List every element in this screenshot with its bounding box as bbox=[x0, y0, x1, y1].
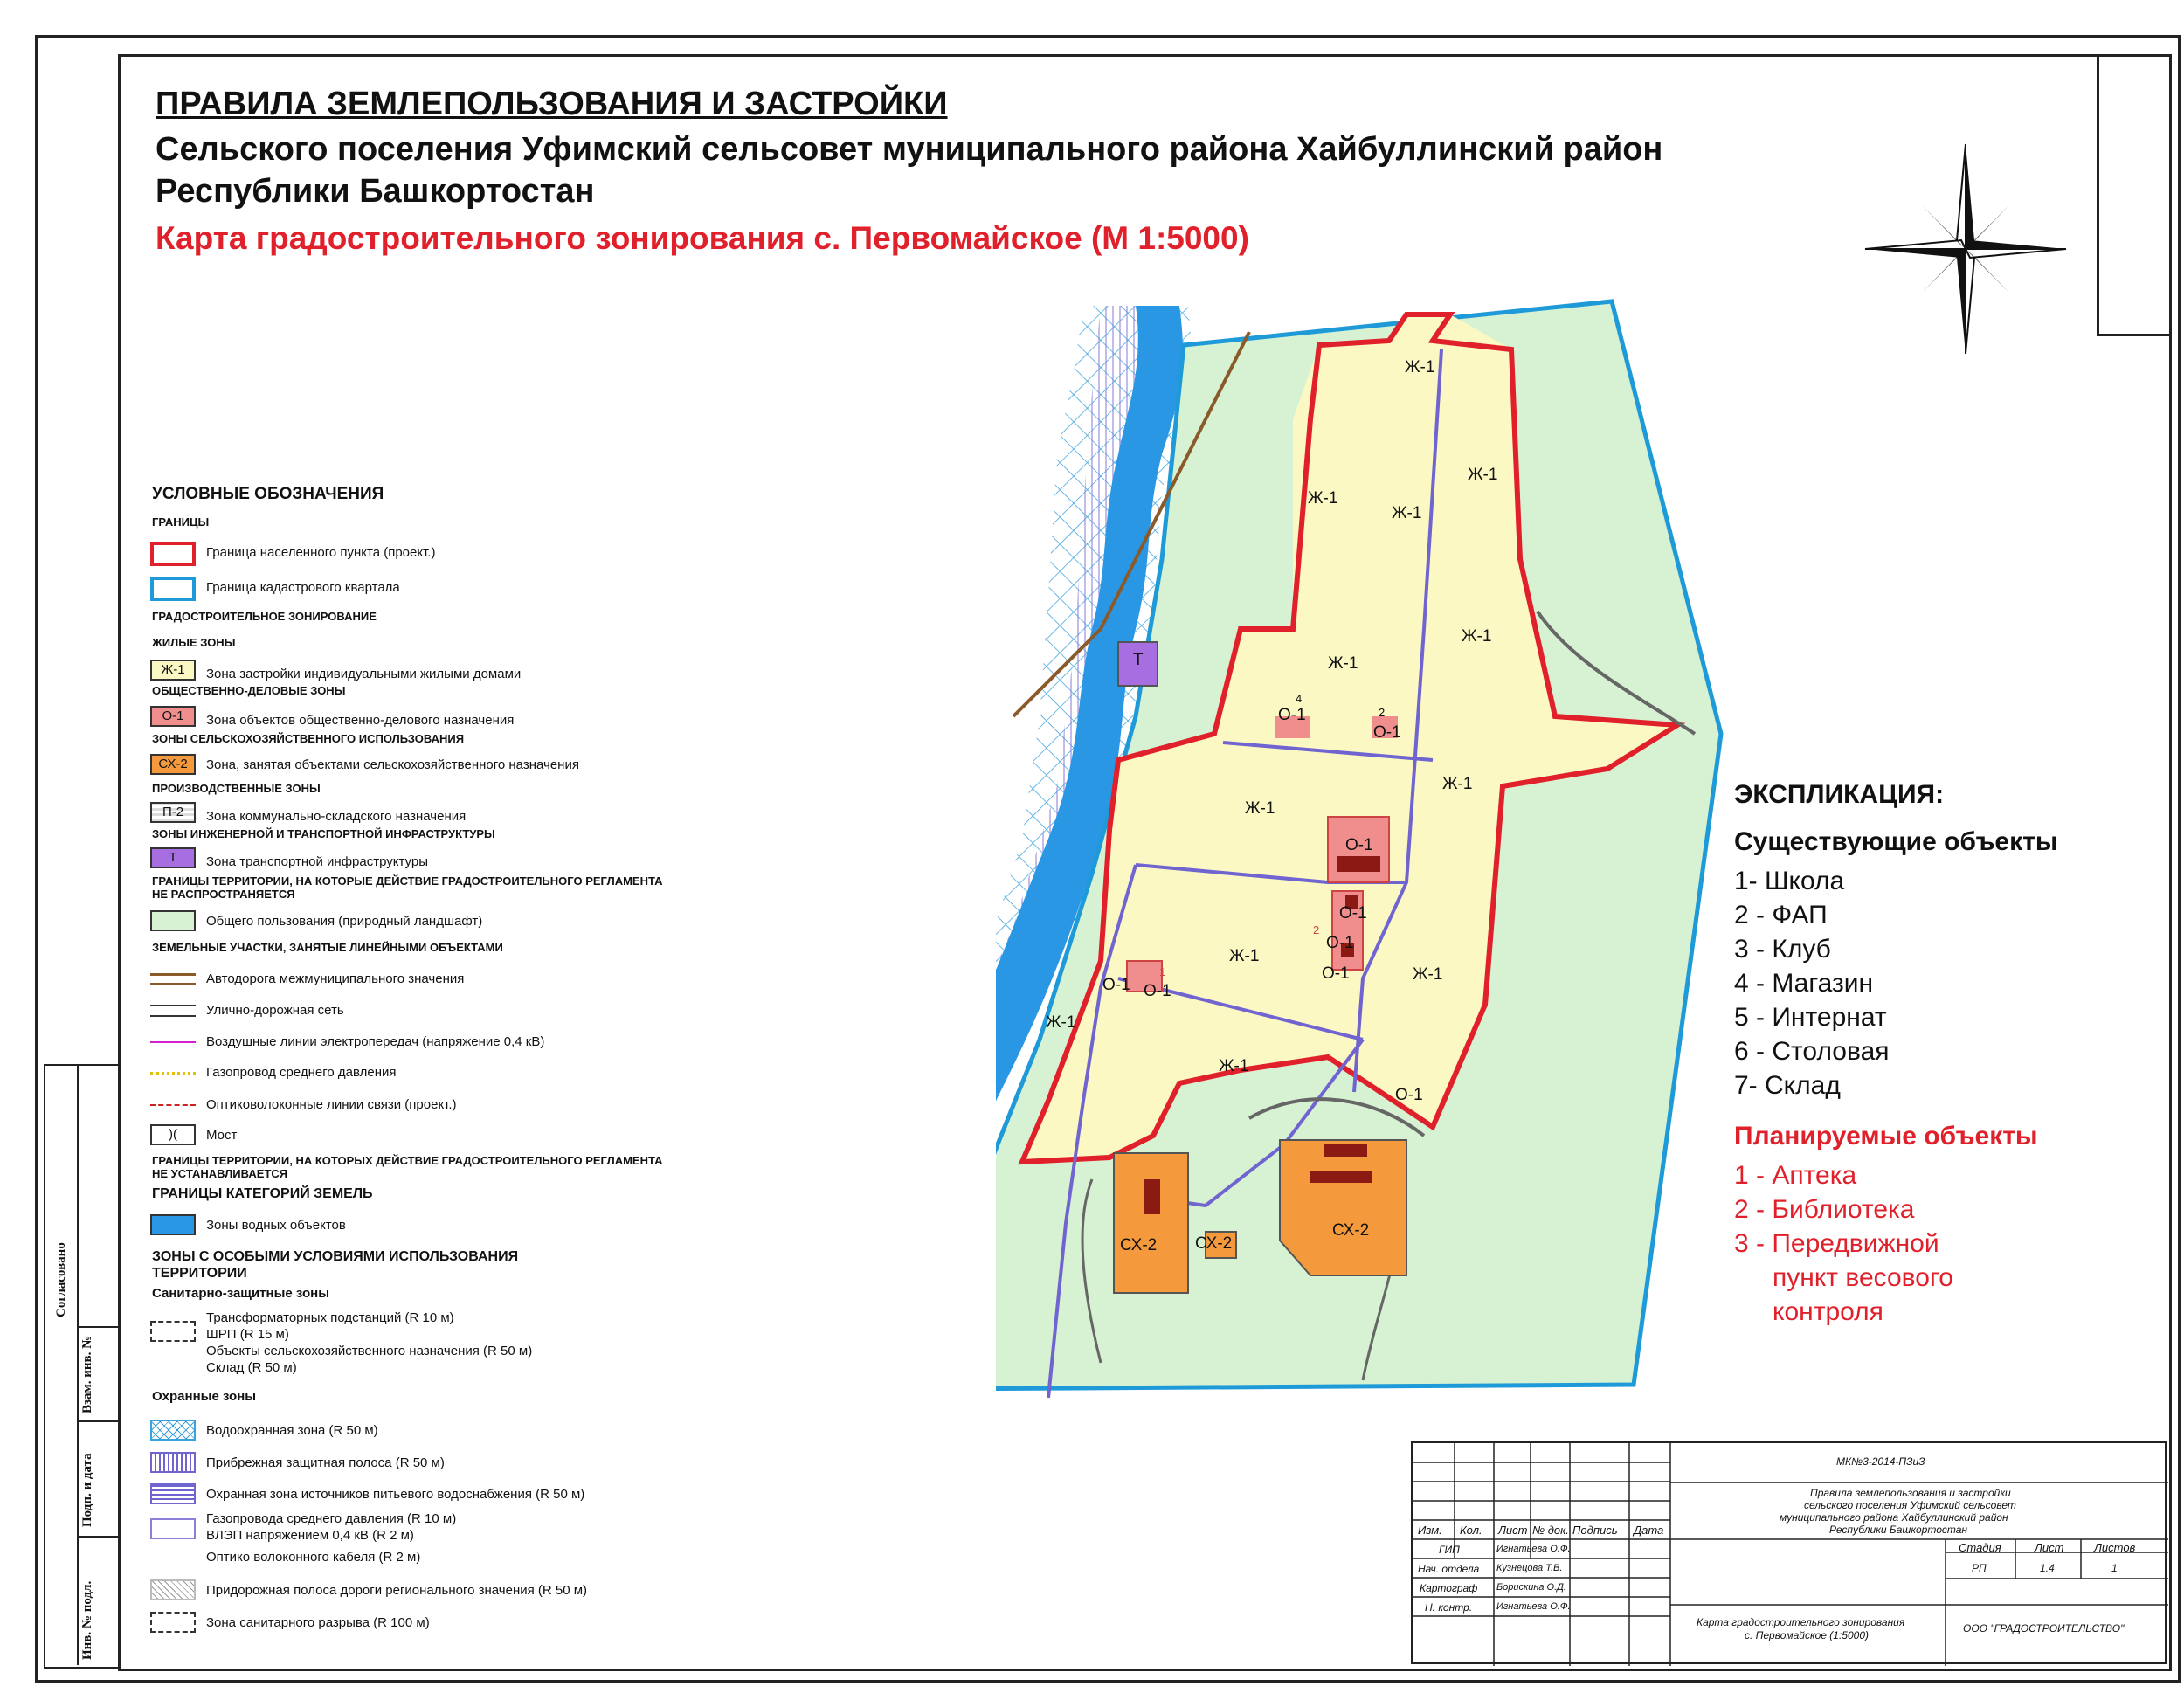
legend-section-special: ЗОНЫ С ОСОБЫМИ УСЛОВИЯМИ ИСПОЛЬЗОВАНИЯ bbox=[152, 1249, 519, 1264]
stamp-role: ГИП bbox=[1439, 1544, 1460, 1556]
stamp-role: Нач. отдела bbox=[1418, 1563, 1480, 1575]
legend-text: Прибрежная защитная полоса (R 50 м) bbox=[206, 1455, 445, 1470]
legend-text: Зона, занятая объектами сельскохозяйственного назначения bbox=[206, 757, 579, 772]
swatch-supply bbox=[150, 1483, 196, 1504]
sidebar-inv-orig: Инв. № подл. bbox=[80, 1580, 94, 1660]
swatch-power bbox=[150, 1041, 196, 1043]
map-label-o1: О-1 bbox=[1373, 723, 1401, 742]
stamp-sheets: 1 bbox=[2111, 1562, 2118, 1574]
legend-text: Воздушные линии электропередач (напряжение 0,4 кВ) bbox=[206, 1034, 545, 1049]
swatch-san-gap bbox=[150, 1612, 196, 1633]
swatch-zh1: Ж-1 bbox=[150, 660, 196, 681]
title-rules: ПРАВИЛА ЗЕМЛЕПОЛЬЗОВАНИЯ И ЗАСТРОЙКИ bbox=[156, 86, 948, 122]
explication-heading: ЭКСПЛИКАЦИЯ: bbox=[1734, 780, 1945, 809]
stamp-h-kol: Кол. bbox=[1460, 1524, 1482, 1537]
swatch-gas bbox=[150, 1072, 196, 1075]
stamp-stage-h: Стадия bbox=[1959, 1541, 2001, 1554]
stamp-h-ndoc: № док. bbox=[1532, 1524, 1569, 1537]
explication-planned-item: контроля bbox=[1773, 1297, 1883, 1326]
legend-text: Газопровод среднего давления bbox=[206, 1065, 397, 1080]
stamp-map-title: с. Первомайское (1:5000) bbox=[1745, 1629, 1870, 1641]
map-label-o1: О-1 bbox=[1326, 934, 1354, 952]
legend-text: Склад (R 50 м) bbox=[206, 1360, 297, 1375]
legend-text: ШРП (R 15 м) bbox=[206, 1327, 289, 1342]
approval-sidebar bbox=[44, 1064, 118, 1667]
legend-text: Объекты сельскохозяйственного назначения (R 50 м) bbox=[206, 1344, 533, 1358]
legend-text: Водоохранная зона (R 50 м) bbox=[206, 1423, 378, 1438]
legend-text: Зона транспортной инфраструктуры bbox=[206, 854, 429, 869]
stamp-name: Игнатьева О.Ф. bbox=[1496, 1544, 1571, 1554]
stamp-desc: муниципального района Хайбуллинский район bbox=[1780, 1511, 2008, 1524]
swatch-t: Т bbox=[150, 847, 196, 868]
swatch-water-protect bbox=[150, 1420, 196, 1441]
legend-text: Зона коммунально-складского назначения bbox=[206, 809, 467, 824]
legend-text: Зона застройки индивидуальными жилыми домами bbox=[206, 667, 522, 681]
corner-stamp-box bbox=[2097, 54, 2169, 336]
legend-section-zoning: ГРАДОСТРОИТЕЛЬНОЕ ЗОНИРОВАНИЕ bbox=[152, 610, 377, 623]
legend-text: Общего пользования (природный ландшафт) bbox=[206, 914, 483, 929]
map-label-sx2: СХ-2 bbox=[1332, 1221, 1370, 1240]
stamp-h-date: Дата bbox=[1634, 1524, 1664, 1537]
legend-text: ВЛЭП напряжением 0,4 кВ (R 2 м) bbox=[206, 1528, 414, 1543]
map-label-o1: О-1 bbox=[1102, 976, 1130, 994]
explication-item: 5 - Интернат bbox=[1734, 1003, 1887, 1032]
legend-text: Газопровода среднего давления (R 10 м) bbox=[206, 1511, 457, 1526]
title-block bbox=[1411, 1441, 2167, 1664]
compass-rose-icon bbox=[1861, 140, 2070, 358]
map-label-zh1: Ж-1 bbox=[1245, 799, 1275, 818]
legend-text: Охранная зона источников питьевого водоснабжения (R 50 м) bbox=[206, 1487, 585, 1502]
title-map: Карта градостроительного зонирования с. Первомайское (М 1:5000) bbox=[156, 220, 1249, 256]
legend-section-protect: Охранные зоны bbox=[152, 1389, 257, 1404]
legend-text: Автодорога межмуниципального значения bbox=[206, 971, 465, 986]
stamp-desc: сельского поселения Уфимский сельсовет bbox=[1804, 1499, 2016, 1511]
map-label-zh1: Ж-1 bbox=[1462, 627, 1492, 646]
map-label-zh1: Ж-1 bbox=[1046, 1013, 1076, 1032]
stamp-h-izm: Изм. bbox=[1418, 1524, 1442, 1537]
stamp-h-list: Лист bbox=[1498, 1524, 1528, 1537]
legend-text: Придорожная полоса дороги регионального значения (R 50 м) bbox=[206, 1583, 588, 1598]
stamp-desc: Правила землепользования и застройки bbox=[1810, 1487, 2011, 1499]
swatch-road bbox=[150, 973, 196, 985]
map-label-zh1: Ж-1 bbox=[1392, 504, 1422, 522]
stamp-code: МК№3-2014-ПЗиЗ bbox=[1836, 1455, 1925, 1468]
explication-planned-heading: Планируемые объекты bbox=[1734, 1122, 2038, 1151]
legend-section-infra: ЗОНЫ ИНЖЕНЕРНОЙ И ТРАНСПОРТНОЙ ИНФРАСТРУКТУРЫ bbox=[152, 827, 495, 840]
legend-text: Улично-дорожная сеть bbox=[206, 1003, 344, 1018]
explication-planned-item: 1 - Аптека bbox=[1734, 1161, 1857, 1190]
map-label-o1: О-1 bbox=[1345, 836, 1373, 854]
explication-item: 7- Склад bbox=[1734, 1071, 1841, 1100]
swatch-common bbox=[150, 910, 196, 931]
legend-section-residential: ЖИЛЫЕ ЗОНЫ bbox=[152, 636, 236, 649]
legend-section-land-cat: ГРАНИЦЫ КАТЕГОРИЙ ЗЕМЕЛЬ bbox=[152, 1186, 373, 1201]
swatch-water bbox=[150, 1214, 196, 1235]
swatch-street bbox=[150, 1005, 196, 1017]
legend-text: Оптиковолоконные линии связи (проект.) bbox=[206, 1097, 457, 1112]
stamp-name: Игнатьева О.Ф. bbox=[1496, 1601, 1571, 1612]
legend-heading: УСЛОВНЫЕ ОБОЗНАЧЕНИЯ bbox=[152, 485, 384, 503]
map-label-zh1: Ж-1 bbox=[1229, 947, 1260, 965]
map-label-zh1: Ж-1 bbox=[1413, 965, 1443, 984]
swatch-o1: О-1 bbox=[150, 706, 196, 727]
map-label-t: Т bbox=[1133, 651, 1144, 669]
legend-section-special-2: ТЕРРИТОРИИ bbox=[152, 1266, 247, 1281]
map-label-zh1: Ж-1 bbox=[1468, 466, 1498, 484]
swatch-blue-border bbox=[150, 577, 196, 601]
legend-section-sanitary: Санитарно-защитные зоны bbox=[152, 1286, 330, 1301]
swatch-red-border bbox=[150, 542, 196, 566]
map-label-o1: О-1 bbox=[1395, 1086, 1423, 1104]
map-label-sx2: СХ-2 bbox=[1120, 1236, 1158, 1254]
swatch-roadside bbox=[150, 1579, 196, 1600]
stamp-h-sign: Подпись bbox=[1572, 1524, 1618, 1537]
explication-item: 3 - Клуб bbox=[1734, 935, 1831, 964]
zoning-map bbox=[996, 288, 1747, 1424]
stamp-name: Кузнецова Т.В. bbox=[1496, 1563, 1563, 1573]
swatch-fiber bbox=[150, 1104, 196, 1106]
legend-section-borders: ГРАНИЦЫ bbox=[152, 515, 210, 529]
legend-text: Трансформаторных подстанций (R 10 м) bbox=[206, 1310, 454, 1325]
sidebar-inv-vzam: Взам. инв. № bbox=[80, 1335, 94, 1413]
title-settlement: Сельского поселения Уфимский сельсовет муниципального района Хайбуллинский район bbox=[156, 131, 1663, 168]
map-label-o1: О-1 bbox=[1339, 904, 1367, 923]
legend bbox=[150, 485, 709, 1638]
explication-item: 4 - Магазин bbox=[1734, 969, 1874, 998]
explication-planned-item: пункт весового bbox=[1773, 1263, 1953, 1292]
bridge-icon: )( bbox=[150, 1124, 196, 1145]
legend-section-public: ОБЩЕСТВЕННО-ДЕЛОВЫЕ ЗОНЫ bbox=[152, 684, 346, 697]
explication-planned-item: 3 - Передвижной bbox=[1734, 1229, 1939, 1258]
map-number-1: 1 bbox=[1159, 965, 1166, 978]
legend-section-reg-none-2: НЕ УСТАНАВЛИВАЕТСЯ bbox=[152, 1167, 288, 1180]
legend-text: Граница населенного пункта (проект.) bbox=[206, 545, 436, 560]
map-number-2: 2 bbox=[1379, 706, 1386, 719]
stamp-role: Картограф bbox=[1420, 1582, 1478, 1594]
explication bbox=[1734, 780, 2057, 1329]
stamp-name: Борискина О.Д. bbox=[1496, 1582, 1566, 1593]
sidebar-agreed: Согласовано bbox=[54, 1242, 68, 1317]
explication-item: 1- Школа bbox=[1734, 867, 1845, 895]
stamp-desc: Республики Башкортостан bbox=[1829, 1524, 1968, 1536]
legend-text: Граница кадастрового квартала bbox=[206, 580, 400, 595]
title-republic: Республики Башкортостан bbox=[156, 173, 595, 210]
stamp-sheets-h: Листов bbox=[2094, 1541, 2136, 1554]
swatch-sx2: СХ-2 bbox=[150, 754, 196, 775]
stamp-role: Н. контр. bbox=[1425, 1601, 1473, 1614]
map-label-zh1: Ж-1 bbox=[1308, 489, 1338, 508]
stamp-org: ООО "ГРАДОСТРОИТЕЛЬСТВО" bbox=[1963, 1622, 2125, 1634]
swatch-coast bbox=[150, 1452, 196, 1473]
legend-text: Мост bbox=[206, 1128, 238, 1143]
legend-section-reg-na: ГРАНИЦЫ ТЕРРИТОРИИ, НА КОТОРЫЕ ДЕЙСТВИЕ ГРАДОСТРОИТЕЛЬНОГО РЕГЛАМЕНТА bbox=[152, 874, 663, 888]
legend-section-agri: ЗОНЫ СЕЛЬСКОХОЗЯЙСТВЕННОГО ИСПОЛЬЗОВАНИЯ bbox=[152, 732, 465, 745]
legend-section-industrial: ПРОИЗВОДСТВЕННЫЕ ЗОНЫ bbox=[152, 782, 321, 795]
explication-item: 6 - Столовая bbox=[1734, 1037, 1890, 1066]
swatch-sanitary bbox=[150, 1321, 196, 1342]
map-label-zh1: Ж-1 bbox=[1219, 1057, 1249, 1075]
explication-planned-item: 2 - Библиотека bbox=[1734, 1195, 1915, 1224]
legend-section-reg-na-2: НЕ РАСПРОСТРАНЯЕТСЯ bbox=[152, 888, 295, 901]
map-number-4: 4 bbox=[1296, 692, 1303, 705]
legend-text: Оптико волоконного кабеля (R 2 м) bbox=[206, 1550, 421, 1565]
stamp-stage: РП bbox=[1972, 1562, 1987, 1574]
map-label-sx2: СХ-2 bbox=[1195, 1234, 1233, 1253]
sidebar-sign-date: Подп. и дата bbox=[80, 1453, 94, 1527]
legend-section-reg-none: ГРАНИЦЫ ТЕРРИТОРИИ, НА КОТОРЫХ ДЕЙСТВИЕ ГРАДОСТРОИТЕЛЬНОГО РЕГЛАМЕНТА bbox=[152, 1154, 663, 1167]
swatch-utility bbox=[150, 1518, 196, 1539]
map-number-2: 2 bbox=[1313, 923, 1320, 936]
legend-text: Зона санитарного разрыва (R 100 м) bbox=[206, 1615, 430, 1630]
stamp-sheet: 1.4 bbox=[2040, 1562, 2055, 1574]
swatch-p2: П-2 bbox=[150, 802, 196, 823]
explication-item: 2 - ФАП bbox=[1734, 901, 1828, 930]
legend-text: Зона объектов общественно-делового назначения bbox=[206, 713, 515, 728]
legend-text: Зоны водных объектов bbox=[206, 1218, 346, 1233]
stamp-map-title: Карта градостроительного зонирования bbox=[1697, 1616, 1905, 1628]
map-label-o1: О-1 bbox=[1322, 964, 1350, 983]
map-label-o1: О-1 bbox=[1278, 706, 1306, 724]
legend-section-linear: ЗЕМЕЛЬНЫЕ УЧАСТКИ, ЗАНЯТЫЕ ЛИНЕЙНЫМИ ОБЪЕКТАМИ bbox=[152, 941, 503, 954]
stamp-sheet-h: Лист bbox=[2035, 1541, 2064, 1554]
map-label-o1: О-1 bbox=[1144, 982, 1171, 1000]
map-label-zh1: Ж-1 bbox=[1405, 358, 1435, 377]
map-label-zh1: Ж-1 bbox=[1442, 775, 1473, 793]
map-label-zh1: Ж-1 bbox=[1328, 654, 1358, 673]
explication-existing-heading: Существующие объекты bbox=[1734, 827, 2058, 856]
